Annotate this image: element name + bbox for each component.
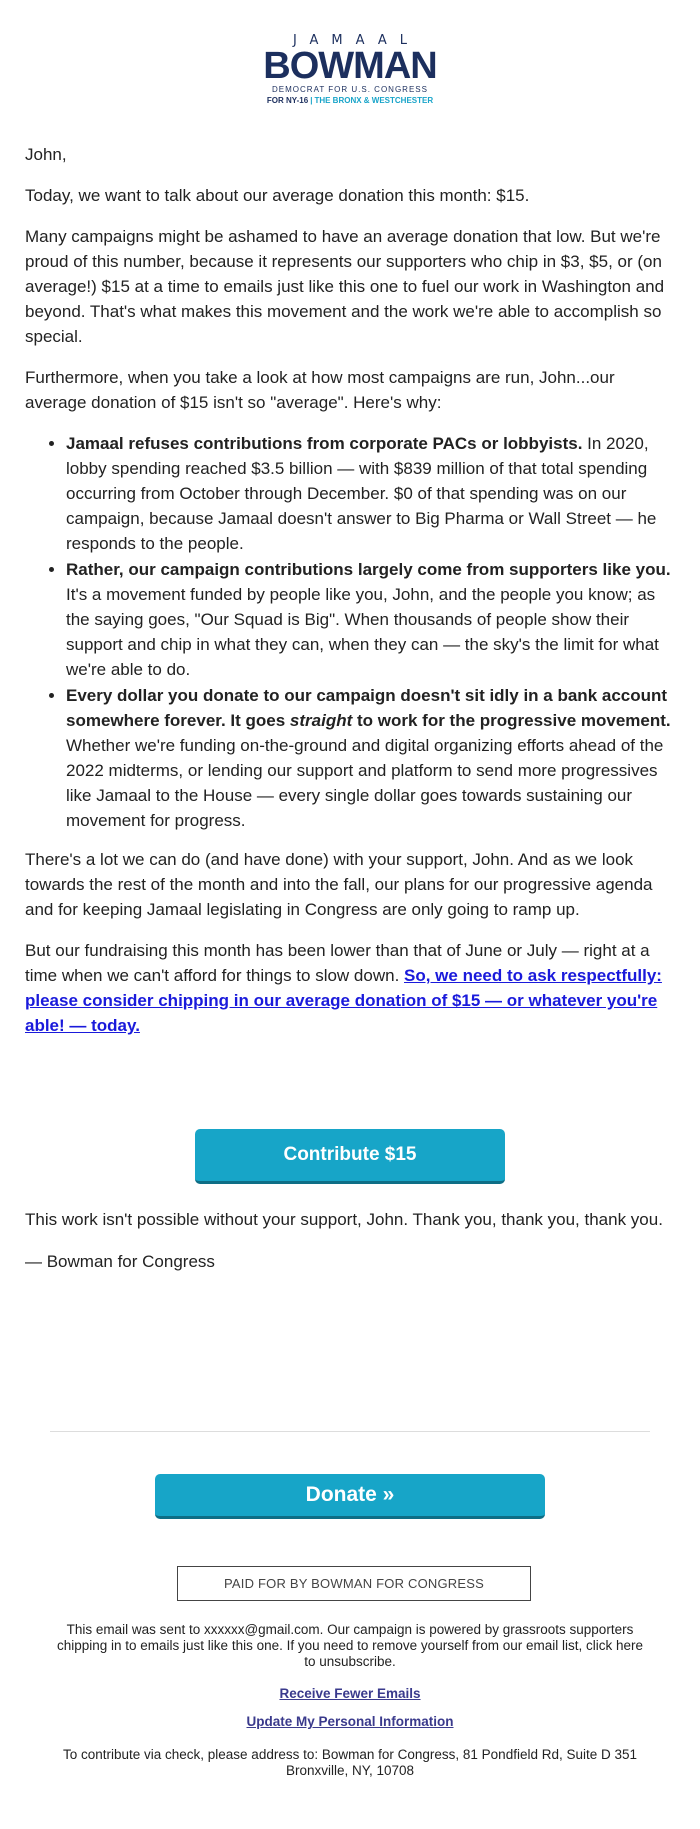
- email-body: [25, 142, 675, 1054]
- list-item: [66, 557, 675, 682]
- signature: — Bowman for Congress: [25, 1252, 215, 1271]
- logo-first-name: JAMAAL: [292, 33, 421, 48]
- paid-for-disclaimer: PAID FOR BY BOWMAN FOR CONGRESS: [177, 1566, 531, 1601]
- list-item-bold: Every dollar you donate to our campaign doesn't sit idly in a bank account somewhere forever. It goes: [66, 686, 668, 730]
- list-item-text: Whether we're funding on-the-ground and digital organizing efforts ahead of the 2022 midterms, or lending our support and platform to send more progressives like Jamaal to the House — every single dollar goes towards sustaining our movement for progress.: [66, 736, 664, 830]
- donate-ask-link[interactable]: So, we need to ask respectfully: please consider chipping in our average donation of $15 — or whatever you're able! — today.: [25, 966, 662, 1035]
- paragraph-4: There's a lot we can do (and have done) with your support, John. And as we look towards the rest of the month and into the fall, our plans for our progressive agenda and for keeping Jamaal legislating in Congress are only going to ramp up.: [25, 850, 653, 919]
- paragraph-5-text: But our fundraising this month has been lower than that of June or July — right at a time when we can't afford for things to slow down.: [25, 941, 650, 985]
- contribute-button-wrap: [0, 1129, 700, 1184]
- donate-button-wrap: [0, 1474, 700, 1519]
- logo-separator: |: [310, 96, 313, 105]
- paragraph-5: [25, 938, 675, 1038]
- list-item-bold-italic: straight: [289, 711, 353, 730]
- receive-fewer-emails-link[interactable]: Receive Fewer Emails: [279, 1686, 421, 1701]
- fewer-emails-wrap: [50, 1686, 650, 1702]
- logo-district: FOR NY-16: [266, 96, 309, 105]
- logo-region: THE BRONX & WESTCHESTER: [314, 96, 434, 105]
- update-personal-info-link[interactable]: Update My Personal Information: [246, 1714, 454, 1729]
- footer-divider: [50, 1431, 650, 1432]
- list-item: [66, 431, 675, 556]
- list-item-text: It's a movement funded by people like you, John, and the people you know; as the saying goes, "Our Squad is Big". When thousands of people show their support and chip in what they can, when they can — the sky's the limit for what we're able to do.: [66, 585, 659, 679]
- contribute-button[interactable]: Contribute $15: [195, 1129, 505, 1184]
- list-item-bold: Rather, our campaign contributions largely come from supporters like you.: [66, 560, 671, 579]
- logo-subtitle: DEMOCRAT FOR U.S. CONGRESS: [272, 85, 428, 94]
- paragraph-1: Today, we want to talk about our average donation this month: $15.: [25, 186, 530, 205]
- reasons-list: [25, 431, 675, 833]
- greeting: John,: [25, 145, 67, 164]
- update-info-wrap: [50, 1714, 650, 1730]
- campaign-logo: [0, 34, 700, 106]
- check-address: To contribute via check, please address to: Bowman for Congress, 81 Pondfield Rd, Suite D 351 Bronxville, NY, 10708: [62, 1747, 638, 1778]
- closing-paragraph: This work isn't possible without your support, John. Thank you, thank you, thank you.: [25, 1210, 663, 1229]
- donate-button[interactable]: Donate »: [155, 1474, 545, 1519]
- list-item-bold: Jamaal refuses contributions from corporate PACs or lobbyists.: [66, 434, 583, 453]
- sent-notice: This email was sent to xxxxxx@gmail.com. Our campaign is powered by grassroots supporters chipping in to emails just like this one. If you need to remove yourself from our email list, click here to unsubscribe.: [56, 1622, 643, 1669]
- paragraph-3: Furthermore, when you take a look at how most campaigns are run, John...our average donation of $15 isn't so "average". Here's why:: [25, 368, 615, 412]
- list-item-text: In 2020, lobby spending reached $3.5 billion — with $839 million of that total spending occurring from October through December. $0 of that spending was on our campaign, because Jamaal doesn't answer to Big Pharma or Wall Street — he responds to the people.: [66, 434, 657, 553]
- list-item: [66, 683, 675, 833]
- paragraph-2: Many campaigns might be ashamed to have an average donation that low. But we're proud of this number, because it represents our supporters who chip in $3, $5, or (on average!) $15 at a time to emails just like this one to fuel our work in Washington and beyond. That's what makes this movement and the work we're able to accomplish so special.: [25, 227, 665, 346]
- email-closing: [25, 1207, 675, 1291]
- logo-district-line: [0, 95, 700, 106]
- list-item-bold-end: to work for the progressive movement.: [352, 711, 671, 730]
- logo-last-name: BOWMAN: [263, 45, 437, 87]
